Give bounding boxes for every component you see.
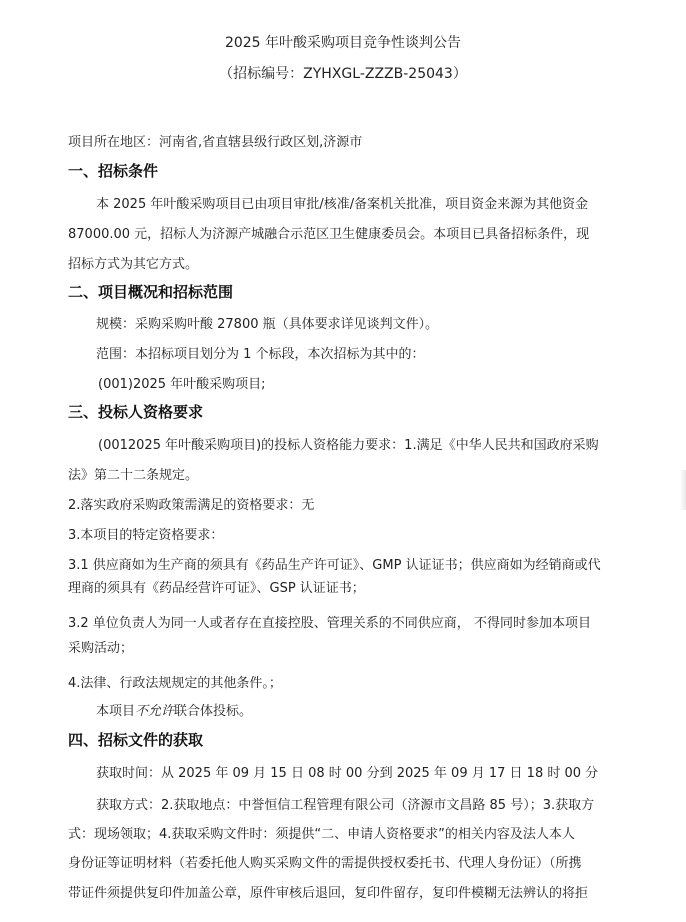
paragraph-line: 规模：采购采购叶酸 27800 瓶（具体要求详见谈判文件）。 <box>96 317 439 332</box>
paragraph-line: 范围：本招标项目划分为 1 个标段，本次招标为其中的： <box>96 347 425 362</box>
paragraph-line: 带证件须提供复印件加盖公章，原件审核后退回，复印件留存，复印件模糊无法辨认的将拒 <box>68 886 589 901</box>
section-heading-4: 四、招标文件的获取 <box>68 731 204 749</box>
paragraph-line: 3.1 供应商如为生产商的须具有《药品生产许可证》、GMP 认证证书；供应商如为经销商或代 <box>68 558 601 573</box>
section-heading-1: 一、招标条件 <box>68 162 159 180</box>
paragraph-line: 理商的须具有《药品经营许可证》、GSP 认证证书； <box>68 581 365 596</box>
paragraph-line: 获取方式：2.获取地点：中誉恒信工程管理有限公司（济源市文昌路 85 号）；3.获取方 <box>96 798 595 813</box>
paragraph-line: 招标方式为其它方式。 <box>68 257 199 272</box>
consortium-prefix: 本项目 <box>96 704 136 719</box>
paragraph-line: 3.2 单位负责人为同一人或者存在直接控股、管理关系的不同供应商， 不得同时参加本项目 <box>68 616 591 631</box>
section-heading-2: 二、项目概况和招标范围 <box>68 283 234 301</box>
consortium-note <box>96 700 252 719</box>
paragraph-line: (001)2025 年叶酸采购项目; <box>98 377 266 392</box>
section-heading-3: 三、投标人资格要求 <box>68 403 204 421</box>
paragraph-line: 本 2025 年叶酸采购项目已由项目审批/核准/备案机关批准，项目资金来源为其他资金 <box>96 197 589 212</box>
doc-bid-number: （招标编号：ZYHXGL-ZZZB-25043） <box>219 66 467 82</box>
paragraph-line: 3.本项目的特定资格要求： <box>68 528 224 543</box>
paragraph-line: 采购活动； <box>68 641 134 656</box>
edge-shadow <box>680 470 686 510</box>
paragraph-line: 法》第二十二条规定。 <box>68 468 199 483</box>
consortium-suffix: 联合体投标。 <box>174 704 253 719</box>
paragraph-line: (0012025 年叶酸采购项目)的投标人资格能力要求：1.满足《中华人民共和国政府采购 <box>98 438 599 453</box>
paragraph-line: 2.落实政府采购政策需满足的资格要求：无 <box>68 498 315 513</box>
project-location: 项目所在地区：河南省,省直辖县级行政区划,济源市 <box>68 135 363 150</box>
paragraph-line: 身份证等证明材料（若委托他人购买采购文件的需提供授权委托书、代理人身份证）（所携 <box>68 856 582 871</box>
paragraph-line: 4.法律、行政法规规定的其他条件。； <box>68 676 282 691</box>
paragraph-line: 获取时间：从 2025 年 09 月 15 日 08 时 00 分到 2025 年 09 月 17 日 18 时 00 分 <box>96 766 599 781</box>
paragraph-line: 87000.00 元，招标人为济源产城融合示范区卫生健康委员会。本项目已具备招标条件，现 <box>68 227 590 242</box>
paragraph-line: 式：现场领取；4.获取采购文件时：须提供“二、申请人资格要求”的相关内容及法人本人 <box>68 827 575 842</box>
doc-title: 2025 年叶酸采购项目竞争性谈判公告 <box>224 35 462 51</box>
consortium-emphasis: 不允许 <box>135 704 175 719</box>
